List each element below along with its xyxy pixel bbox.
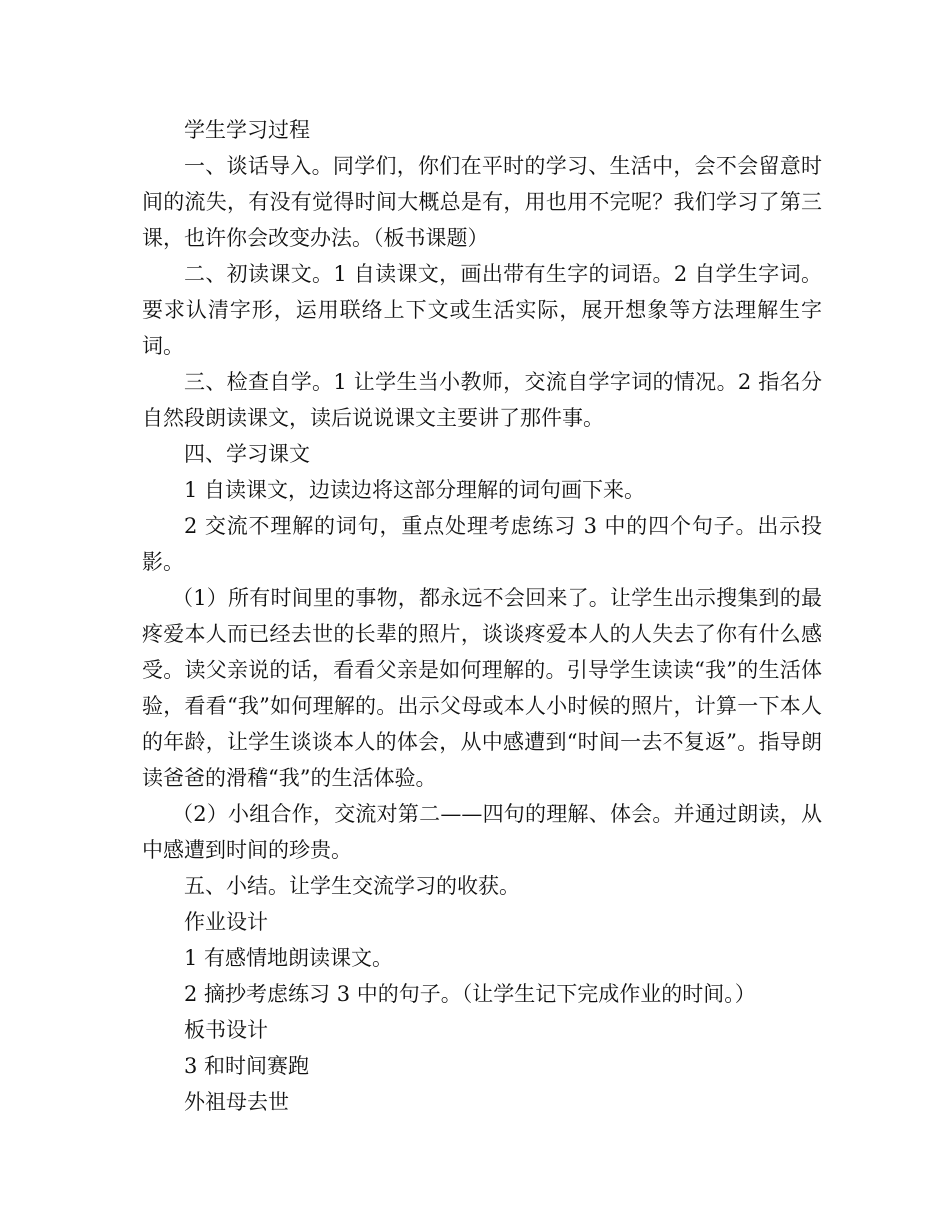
paragraph-study-text-heading: 四、学习课文: [184, 442, 310, 466]
paragraph-summary: 五、小结。让学生交流学习的收获。: [184, 874, 520, 898]
paragraph-sub-1: （1）所有时间里的事物，都永远不会回来了。让学生出示搜集到的最疼爱本人而已经去世的长辈的照片，谈谈疼爱本人的人失去了你有什么感受。读父亲说的话，看看父亲是如何理解的。引导学生读读“我”的生活体验，看看“我”如何理解的。出示父母或本人小时候的照片，计算一下本人的年龄，让学生谈谈本人的体会，从中感遭到“时间一去不复返”。指导朗读爸爸的滑稽“我”的生活体验。: [142, 586, 822, 790]
paragraph-step-1: 1 自读课文，边读边将这部分理解的词句画下来。: [184, 478, 646, 502]
paragraph-sub-2: （2）小组合作，交流对第二——四句的理解、体会。并通过朗读，从中感遭到时间的珍贵。: [142, 802, 822, 862]
homework-item-2: 2 摘抄考虑练习 3 中的句子。（让学生记下完成作业的时间。）: [184, 982, 756, 1006]
document-body: [142, 112, 822, 1120]
board-design-line-1: 3 和时间赛跑: [184, 1054, 310, 1078]
paragraph-check-self-study: 三、检查自学。1 让学生当小教师，交流自学字词的情况。2 指名分自然段朗读课文，读后说说课文主要讲了那件事。: [142, 370, 822, 430]
homework-item-1: 1 有感情地朗读课文。: [184, 946, 394, 970]
section-heading-learning-process: 学生学习过程: [184, 118, 310, 142]
paragraph-first-reading: 二、初读课文。1 自读课文，画出带有生字的词语。2 自学生字词。要求认清字形，运用联络上下文或生活实际，展开想象等方法理解生字词。: [142, 262, 822, 358]
paragraph-intro: 一、谈话导入。同学们，你们在平时的学习、生活中，会不会留意时间的流失，有没有觉得时间大概总是有，用也用不完呢？我们学习了第三课，也许你会改变办法。（板书课题）: [142, 154, 822, 250]
section-heading-homework: 作业设计: [184, 910, 268, 934]
board-design-line-2: 外祖母去世: [184, 1090, 289, 1114]
section-heading-board-design: 板书设计: [184, 1018, 268, 1042]
paragraph-step-2: 2 交流不理解的词句，重点处理考虑练习 3 中的四个句子。出示投影。: [142, 514, 822, 574]
